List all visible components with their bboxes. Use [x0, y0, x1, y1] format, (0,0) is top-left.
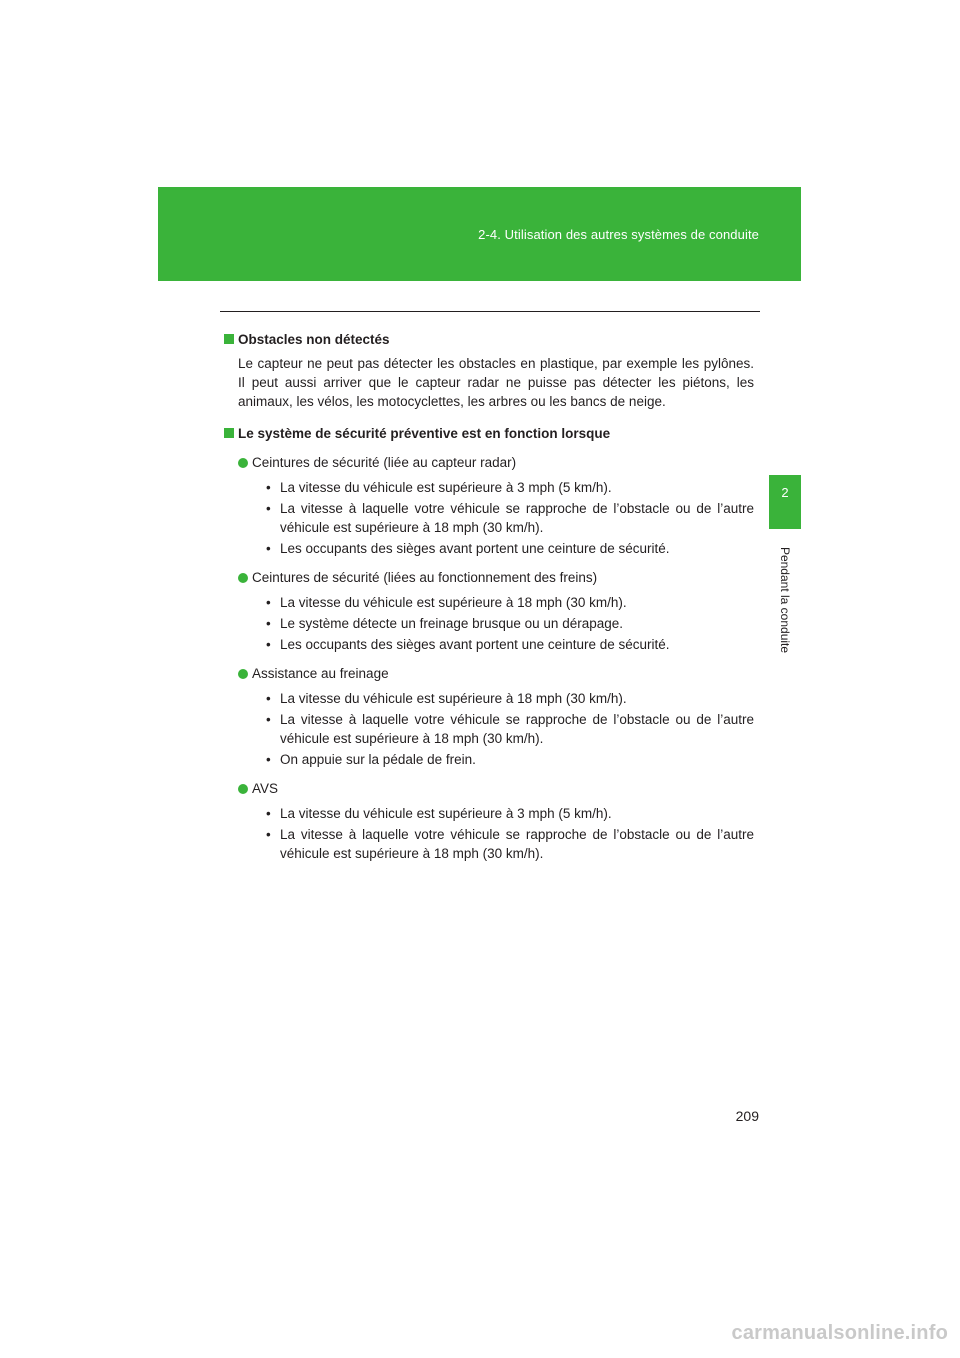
bullet-item: • La vitesse du véhicule est supérieure à 3 mph (5 km/h). [266, 478, 754, 497]
section-heading [222, 330, 754, 349]
bullet-item: • La vitesse du véhicule est supérieure à 3 mph (5 km/h). [266, 804, 754, 823]
list-item [222, 453, 754, 558]
circle-bullet-icon [238, 669, 248, 679]
bullet-item: • La vitesse du véhicule est supérieure à 18 mph (30 km/h). [266, 593, 754, 612]
item-label: Ceintures de sécurité (liées au fonctionnement des freins) [252, 570, 598, 585]
list-item [222, 664, 754, 769]
list-item [222, 568, 754, 654]
chapter-label: Pendant la conduite [778, 546, 792, 654]
section-title: 2-4. Utilisation des autres systèmes de conduite [478, 227, 759, 242]
bullet-item: • On appuie sur la pédale de frein. [266, 750, 754, 769]
item-label: AVS [252, 781, 279, 796]
heading-text: Obstacles non détectés [238, 332, 390, 347]
bullet-list [222, 593, 754, 654]
item-label: Ceintures de sécurité (liée au capteur radar) [252, 455, 517, 470]
bullet-item: • La vitesse à laquelle votre véhicule se rapproche de l’obstacle ou de l’autre véhicule est supérieure à 18 mph (30 km/h). [266, 710, 754, 748]
bullet-item: • La vitesse à laquelle votre véhicule se rapproche de l’obstacle ou de l’autre véhicule est supérieure à 18 mph (30 km/h). [266, 825, 754, 863]
section-paragraph: Le capteur ne peut pas détecter les obstacles en plastique, par exemple les pylônes. Il peut aussi arriver que le capteur radar ne puisse pas détecter les piétons, les animaux, les vélos, les motocyclettes, les arbres ou les bancs de neige. [238, 356, 754, 409]
bullet-list [222, 804, 754, 863]
item-label: Assistance au freinage [252, 666, 389, 681]
heading-text: Le système de sécurité préventive est en fonction lorsque [238, 426, 611, 441]
bullet-item: • La vitesse du véhicule est supérieure à 18 mph (30 km/h). [266, 689, 754, 708]
square-bullet-icon [224, 334, 234, 344]
list-item [222, 779, 754, 863]
divider [220, 311, 760, 312]
watermark: carmanualsonline.info [731, 1322, 948, 1344]
page-content [222, 330, 754, 869]
bullet-item: • Les occupants des sièges avant portent une ceinture de sécurité. [266, 539, 754, 558]
circle-bullet-icon [238, 458, 248, 468]
page-number: 209 [735, 1108, 759, 1124]
square-bullet-icon [224, 428, 234, 438]
bullet-item: • Les occupants des sièges avant portent une ceinture de sécurité. [266, 635, 754, 654]
section-heading [222, 424, 754, 443]
bullet-item: • Le système détecte un freinage brusque ou un dérapage. [266, 614, 754, 633]
bullet-item: • La vitesse à laquelle votre véhicule se rapproche de l’obstacle ou de l’autre véhicule est supérieure à 18 mph (30 km/h). [266, 499, 754, 537]
bullet-list [222, 478, 754, 558]
circle-bullet-icon [238, 573, 248, 583]
chapter-number: 2 [781, 485, 789, 500]
chapter-tab [769, 475, 801, 529]
circle-bullet-icon [238, 784, 248, 794]
section-header-bar [158, 187, 801, 281]
bullet-list [222, 689, 754, 769]
